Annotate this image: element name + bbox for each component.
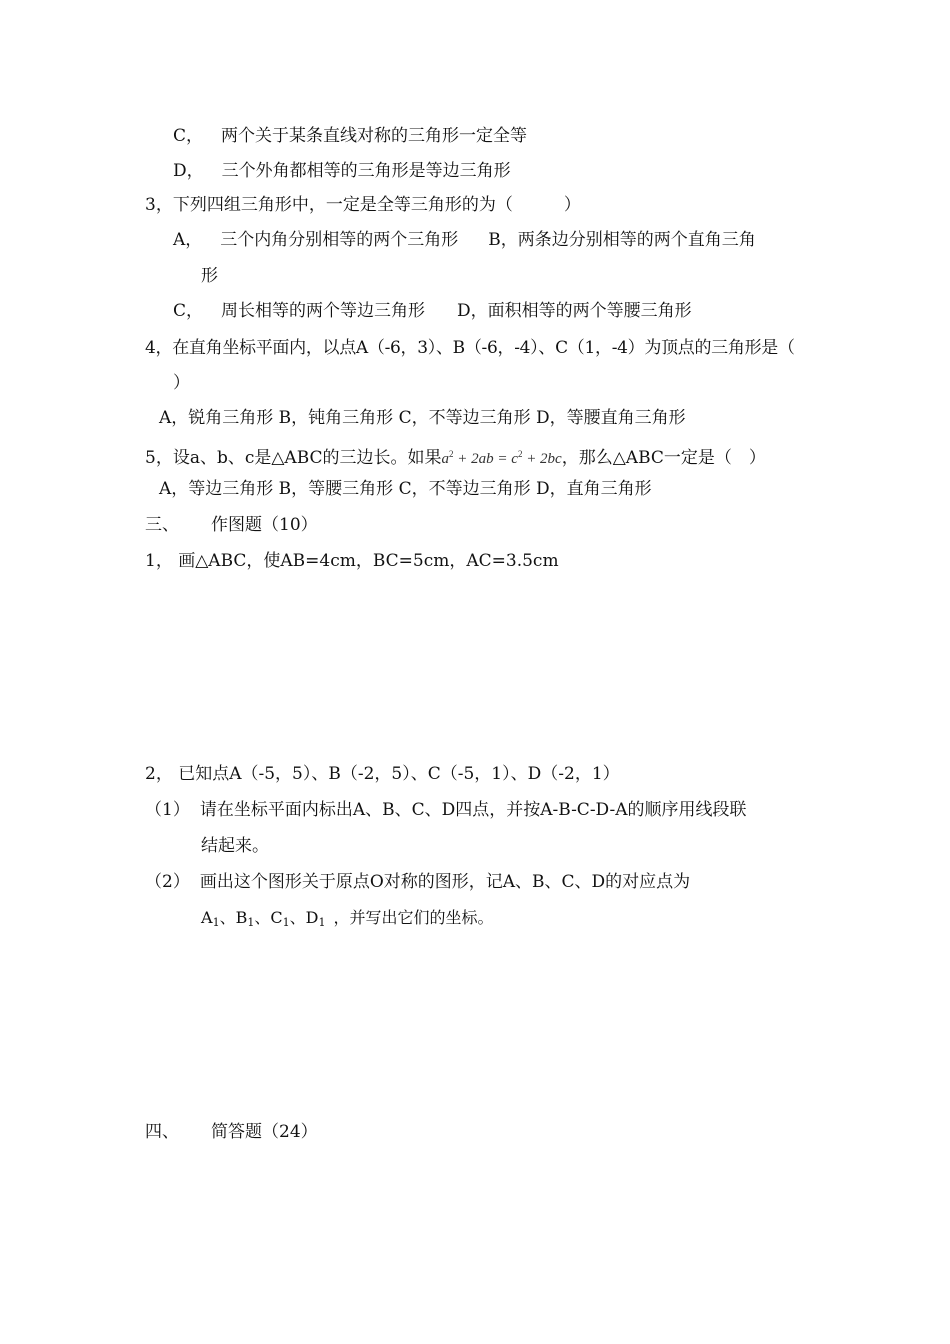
s3-q2-part1-cont: 结起来。 xyxy=(201,836,269,856)
section-4-heading xyxy=(145,1121,318,1143)
q2-option-c xyxy=(173,125,527,147)
option-letter: C， xyxy=(173,301,204,321)
point-d1: $D_1$ xyxy=(305,908,326,929)
part-text: 画出这个图形关于原点O对称的图形，记A、B、C、D的对应点为 xyxy=(199,872,691,892)
option-d-text: D，面积相等的两个等腰三角形 xyxy=(457,301,692,321)
q5-stem xyxy=(145,443,766,470)
option-text: 三个外角都相等的三角形是等边三角形 xyxy=(221,161,511,181)
point-b1: $B_1$ xyxy=(235,908,255,929)
s3-q2-part2 xyxy=(145,871,690,893)
option-letter: C， xyxy=(173,126,204,146)
q4-options: A，锐角三角形 B，钝角三角形 C，不等边三角形 D，等腰直角三角形 xyxy=(159,408,686,428)
part-text: 请在坐标平面内标出A、B、C、D四点，并按A-B-C-D-A的顺序用线段联 xyxy=(199,800,747,820)
equation: $a^2 + 2ab = c^2 + 2bc$ xyxy=(441,449,562,467)
part2-end: ，并写出它们的坐标。 xyxy=(333,908,494,927)
point-c1: $C_1$ xyxy=(270,908,290,929)
q2-option-d xyxy=(173,160,511,182)
q3-options-cd xyxy=(173,300,692,322)
part-number: （1） xyxy=(145,800,190,820)
option-letter: A， xyxy=(173,230,203,250)
q5-options: A，等边三角形 B，等腰三角形 C，不等边三角形 D，直角三角形 xyxy=(159,479,652,499)
section-title: 作图题（10） xyxy=(211,515,318,535)
point-a1: $A_1$ xyxy=(201,908,220,929)
q5-stem-pre: 5，设a、b、c是△ABC的三边长。如果 xyxy=(145,448,442,468)
s3-q2-part1 xyxy=(145,799,747,821)
section-number: 四、 xyxy=(145,1122,179,1142)
q4-stem-cont: ） xyxy=(173,373,190,393)
option-text: 两个关于某条直线对称的三角形一定全等 xyxy=(221,126,528,146)
section-title: 简答题（24） xyxy=(211,1122,318,1142)
option-a-text: 三个内角分别相等的两个三角形 xyxy=(220,230,459,250)
option-c-text: 周长相等的两个等边三角形 xyxy=(221,301,426,321)
option-letter: D， xyxy=(173,161,204,181)
q3-stem: 3，下列四组三角形中，一定是全等三角形的为（ ） xyxy=(145,195,581,215)
q3-options-ab xyxy=(173,229,756,251)
q3-option-b-cont: 形 xyxy=(201,266,218,286)
q5-stem-post: ，那么△ABC一定是（ ） xyxy=(561,448,766,468)
section-number: 三、 xyxy=(145,515,179,535)
part-number: （2） xyxy=(145,872,190,892)
s3-q2-part2-points: $A_1$、$B_1$、$C_1$、$D_1$ ，并写出它们的坐标。 xyxy=(201,908,494,929)
q4-stem: 4，在直角坐标平面内，以点A（-6，3）、B（-6，-4）、C（1，-4）为顶点的三角形是（ xyxy=(145,338,795,358)
section-3-heading xyxy=(145,514,318,536)
s3-q1: 1， 画△ABC，使AB=4cm，BC=5cm，AC=3.5cm xyxy=(145,551,559,571)
s3-q2: 2， 已知点A（-5，5）、B（-2，5）、C（-5，1）、D（-2，1） xyxy=(145,764,620,784)
option-b-text: B，两条边分别相等的两个直角三角 xyxy=(488,230,756,250)
